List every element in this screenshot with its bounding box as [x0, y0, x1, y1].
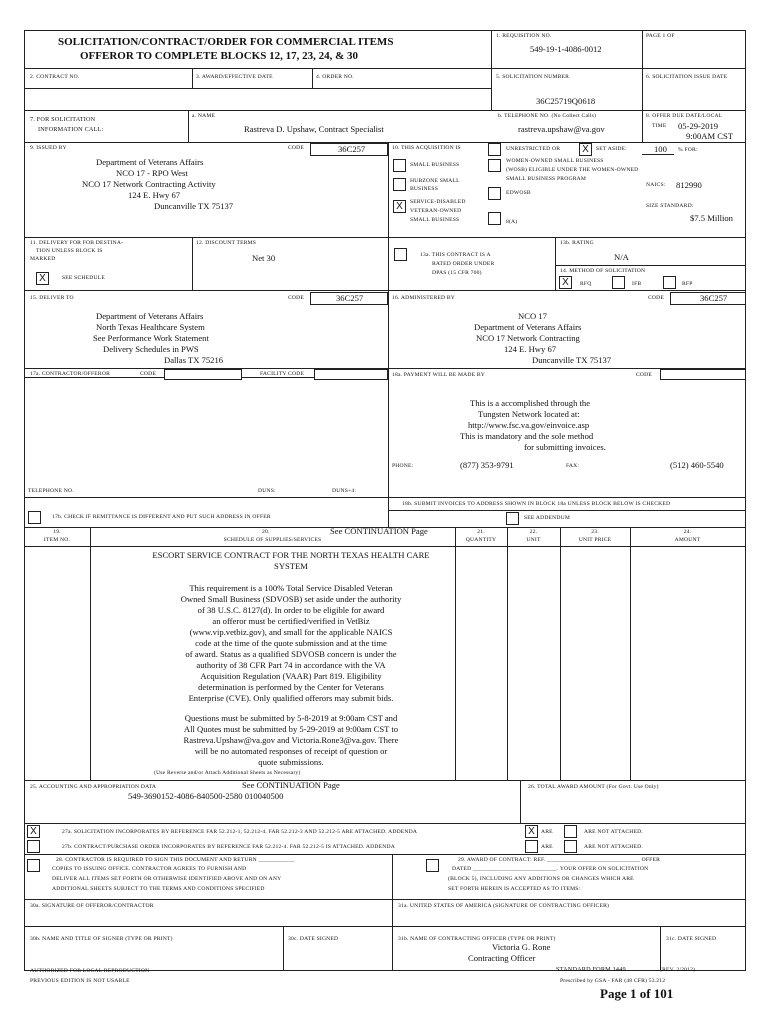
- see-schedule-checkbox[interactable]: X: [36, 272, 49, 285]
- divider: [24, 546, 746, 547]
- divider: [388, 142, 389, 377]
- issued-line5: Duncanville TX 75137: [154, 201, 234, 211]
- block28-line3: DELIVER ALL ITEMS SET FORTH OR OTHERWISE IDENTIFIED ABOVE AND ON ANY: [52, 876, 282, 882]
- accounting-value: 549-3690152-4086-840500-2580 010040500: [128, 791, 284, 801]
- percent-for-label: % FOR:: [678, 147, 698, 153]
- offer-due-time: 9:00AM CST: [686, 131, 734, 141]
- facility-code-label: FACILITY CODE: [260, 371, 305, 377]
- order-no-label: 4. ORDER NO.: [316, 74, 354, 80]
- schedule-title-2: SYSTEM: [274, 561, 308, 571]
- col21-label: QUANTITY: [465, 537, 497, 543]
- divider: [660, 926, 661, 970]
- accounting-continuation: See CONTINUATION Page: [242, 780, 340, 790]
- admin-line2: Department of Veterans Affairs: [474, 322, 582, 332]
- col23-label: UNIT PRICE: [578, 537, 612, 543]
- form-title-line2: OFFEROR TO COMPLETE BLOCKS 12, 17, 23, 24, & 30: [80, 50, 358, 62]
- schedule-para1-line9: Acquisition Regulation (VAAR) Part 819. Eligibility: [200, 671, 382, 681]
- 8a-label: 8(A): [506, 219, 518, 225]
- rfq-checkbox[interactable]: X: [559, 276, 572, 289]
- naics-value: 812990: [676, 180, 702, 190]
- form-left-border: [24, 30, 25, 927]
- delivery-label-2: TION UNLESS BLOCK IS: [36, 248, 103, 254]
- payment-line2: Tungsten Network located at:: [478, 409, 580, 419]
- ifb-checkbox[interactable]: [612, 276, 625, 289]
- schedule-para1-line6: code at the time of the quote submission and at the time: [195, 638, 387, 648]
- acquisition-label: 10. THIS ACQUISITION IS: [392, 145, 461, 151]
- payment-fax-label: FAX:: [566, 463, 580, 469]
- deliver-line3: See Performance Work Statement: [93, 333, 209, 343]
- wosb-checkbox[interactable]: [488, 159, 501, 172]
- deliver-line4: Delivery Schedules in PWS: [103, 344, 199, 354]
- schedule-para1-line3: of 38 U.S.C. 8127(d). In order to be eligible for award: [197, 605, 385, 615]
- schedule-para1-line1: This requirement is a 100% Total Service Disabled Veteran: [189, 583, 393, 593]
- divider: [388, 368, 389, 527]
- rating-value: N/A: [614, 252, 629, 262]
- 27a-are-not-label: ARE NOT ATTACHED.: [584, 829, 643, 835]
- form-top-border: [24, 30, 746, 31]
- divider: [24, 497, 746, 498]
- unrestricted-checkbox[interactable]: [488, 143, 501, 156]
- prescribed-by: Prescribed by GSA - FAR (48 CFR) 53.212: [560, 978, 666, 984]
- deliver-line1: Department of Veterans Affairs: [96, 311, 204, 321]
- divider: [90, 527, 91, 780]
- deliver-code-value: 36C257: [336, 293, 364, 303]
- rating-label: 13b. RATING: [560, 240, 594, 246]
- officer-title: Contracting Officer: [468, 953, 536, 963]
- delivery-label-3: MARKED: [30, 256, 56, 262]
- col19-number: 19.: [53, 529, 61, 535]
- signature-31a-label: 31a. UNITED STATES OF AMERICA (SIGNATURE OF CONTRACTING OFFICER): [398, 903, 610, 909]
- form-revision: (REV. 2/2012): [660, 967, 696, 973]
- payment-label: 18a. PAYMENT WILL BE MADE BY: [392, 372, 486, 378]
- total-award-label: 26. TOTAL AWARD AMOUNT (For Govt. Use Only): [528, 784, 659, 790]
- divider: [24, 780, 746, 781]
- see-schedule-label: SEE SCHEDULE: [62, 275, 105, 281]
- col21-number: 21.: [477, 529, 485, 535]
- info-call-label-1: 7. FOR SOLICITATION: [30, 116, 96, 123]
- block28-checkbox[interactable]: [27, 859, 40, 872]
- block28-line4: ADDITIONAL SHEETS SUBJECT TO THE TERMS AND CONDITIONS SPECIFIED: [52, 886, 265, 892]
- see-addendum-checkbox[interactable]: [506, 512, 519, 525]
- divider: [188, 110, 189, 142]
- offer-due-label: 8. OFFER DUE DATE/LOCAL: [646, 113, 723, 119]
- page-count-label: PAGE 1 OF: [646, 33, 675, 39]
- col20-label: SCHEDULE OF SUPPLIES/SERVICES: [223, 537, 322, 543]
- col22-number: 22.: [529, 529, 538, 535]
- size-standard-label: SIZE STANDARD:: [646, 203, 694, 209]
- issued-code-label: CODE: [288, 145, 305, 151]
- issued-line2: NCO 17 - RPO West: [116, 168, 188, 178]
- wosb-label-1: WOMEN-OWNED SMALL BUSINESS: [506, 158, 604, 164]
- schedule-para2-line1: Questions must be submitted by 5-8-2019 at 9:00am CST and: [184, 713, 398, 723]
- officer-name: Victoria G. Rone: [492, 942, 551, 952]
- 8a-checkbox[interactable]: [488, 212, 501, 225]
- divider: [24, 899, 746, 900]
- administered-label: 16. ADMINISTERED BY: [392, 295, 456, 301]
- unrestricted-label: UNRESTRICTED OR: [506, 146, 561, 152]
- duns4-label: DUNS+4:: [332, 488, 357, 494]
- divider: [392, 854, 393, 927]
- signer-name-label: 30b. NAME AND TITLE OF SIGNER (TYPE OR PRINT): [30, 936, 173, 942]
- hubzone-checkbox[interactable]: [393, 178, 406, 191]
- clause-27b-text: 27b. CONTRACT/PURCHASE ORDER INCORPORATES BY REFERENCE FAR 52.212-4. FAR 52.212-5 IS ATTACHED. ADDENDA: [62, 844, 395, 850]
- divider: [560, 527, 561, 780]
- admin-code-label: CODE: [648, 295, 665, 301]
- block29-line3: (BLOCK 5), INCLUDING ANY ADDITIONS OR CHANGES WHICH ARE: [448, 876, 634, 882]
- solicitation-no-label: 5. SOLICITATION NUMBER: [496, 74, 570, 80]
- schedule-para1-line4: an offeror must be certified/verified in VetBiz: [212, 616, 370, 626]
- rated-label-1: 13a. THIS CONTRACT IS A: [420, 252, 491, 258]
- submit-invoices-label: 18b. SUBMIT INVOICES TO ADDRESS SHOWN IN BLOCK 18a UNLESS BLOCK BELOW IS CHECKED: [402, 501, 671, 507]
- discount-value: Net 30: [252, 253, 276, 263]
- wosb-label-3: SMALL BUSINESS PROGRAM: [506, 176, 587, 182]
- standard-form-label: STANDARD FORM 1449: [556, 966, 626, 973]
- clause-27a-checkbox[interactable]: X: [27, 825, 40, 838]
- payment-phone-label: PHONE:: [392, 463, 414, 469]
- schedule-title-1: ESCORT SERVICE CONTRACT FOR THE NORTH TEXAS HEALTH CARE: [152, 550, 430, 560]
- divider: [283, 926, 284, 970]
- edwosb-label: EDWOSB: [506, 190, 531, 196]
- issued-line4: 124 E. Hwy 67: [128, 190, 181, 200]
- delivery-label-1: 11. DELIVERY FOR FOB DESTINA-: [30, 240, 124, 246]
- page-number: Page 1 of 101: [600, 986, 674, 1001]
- remittance-label: 17b. CHECK IF REMITTANCE IS DIFFERENT AND PUT SUCH ADDRESS IN OFFER: [52, 514, 271, 520]
- col23-number: 23.: [591, 529, 599, 535]
- schedule-para1-line10: determination is performed by the Center for Veterans: [198, 682, 384, 692]
- schedule-para2-line5: quote submissions.: [258, 757, 324, 767]
- set-aside-percent: 100: [654, 144, 667, 154]
- award-date-label: 3. AWARD/EFFECTIVE DATE: [196, 74, 273, 80]
- 27b-are-not-label: ARE NOT ATTACHED.: [584, 844, 643, 850]
- divider: [24, 110, 746, 111]
- schedule-para1-line8: authority of 38 CFR Part 74 in accordance with the VA: [196, 660, 386, 670]
- divider: [642, 30, 643, 142]
- sdvosb-checkbox[interactable]: X: [393, 200, 406, 213]
- schedule-para1-line7: of award. Status as a qualified SDVOSB concern is under the: [185, 649, 397, 659]
- phone-label: b. TELEPHONE NO. (No Collect Calls): [498, 113, 597, 119]
- divider: [745, 926, 746, 970]
- method-label: 14. METHOD OF SOLICITATION: [560, 268, 646, 274]
- signature-30a-label: 30a. SIGNATURE OF OFFEROR/CONTRACTOR: [30, 903, 154, 909]
- col24-label: AMOUNT: [674, 537, 701, 543]
- divider: [642, 154, 674, 155]
- footer-left1: AUTHORIZED FOR LOCAL REPRODUCTION: [30, 968, 150, 974]
- discount-label: 12. DISCOUNT TERMS: [196, 240, 257, 246]
- schedule-para2-line2: All Quotes must be submitted by 5-29-2019 at 9:00am CST to: [183, 724, 399, 734]
- name-value: Rastreva D. Upshaw, Contract Specialist: [244, 124, 384, 134]
- solicitation-no-value: 36C25719Q0618: [536, 96, 596, 106]
- divider: [555, 237, 556, 290]
- issued-code-value: 36C257: [338, 144, 366, 154]
- requisition-no-value: 549-19-1-4086-0012: [530, 44, 602, 54]
- block28-line1: 28. CONTRACTOR IS REQUIRED TO SIGN THIS DOCUMENT AND RETURN ____________: [56, 857, 295, 863]
- info-call-label-2: INFORMATION CALL:: [38, 126, 104, 133]
- col20-continuation: See CONTINUATION Page: [330, 526, 428, 536]
- payment-line5: for submitting invoices.: [524, 442, 606, 452]
- deliver-code-label: CODE: [288, 295, 305, 301]
- divider: [24, 88, 491, 89]
- duns-label: DUNS:: [258, 488, 276, 494]
- 27a-are-label: ARE: [541, 829, 553, 835]
- set-aside-label: SET ASIDE:: [596, 146, 627, 152]
- col24-number: 24.: [683, 529, 692, 535]
- schedule-para1-line5: (www.vip.vetbiz.gov), and small for the applicable NAICS: [189, 627, 393, 637]
- divider: [555, 265, 746, 266]
- block28-line2: COPIES TO ISSUING OFFICE. CONTRACTOR AGREES TO FURNISH AND: [52, 866, 247, 872]
- payment-line1: This is a accomplished through the: [470, 398, 591, 408]
- schedule-para1-line11: Enterprise (CVE). Only qualified offerors may submit bids.: [188, 693, 394, 703]
- deliver-line2: North Texas Healthcare System: [96, 322, 205, 332]
- block29-line4: SET FORTH HEREIN IS ACCEPTED AS TO ITEMS:: [448, 886, 581, 892]
- divider: [388, 510, 746, 511]
- col20-number: 20.: [262, 529, 270, 535]
- 27b-are-checkbox[interactable]: [525, 840, 538, 853]
- sdvosb-label-1: SERVICE-DISABLED: [410, 199, 466, 205]
- divider: [24, 823, 746, 824]
- rfp-label: RFP: [682, 281, 693, 287]
- date-signed-30c-label: 30c. DATE SIGNED: [288, 936, 339, 942]
- 27a-are-checkbox[interactable]: X: [525, 825, 538, 838]
- hubzone-label-1: HUBZONE SMALL: [410, 178, 460, 184]
- deliver-to-label: 15. DELIVER TO: [30, 295, 74, 301]
- deliver-line5: Dallas TX 75216: [164, 355, 224, 365]
- contractor-label: 17a. CONTRACTOR/OFFEROR: [30, 371, 111, 377]
- divider: [192, 68, 193, 88]
- time-label: TIME: [652, 123, 667, 129]
- size-standard-value: $7.5 Million: [690, 213, 733, 223]
- date-signed-31c-label: 31c. DATE SIGNED: [666, 936, 717, 942]
- schedule-para2-line3: Rastreva.Upshaw@va.gov and Victoria.Rone3@va.gov. There: [183, 735, 399, 745]
- admin-code-value: 36C257: [700, 293, 728, 303]
- sdvosb-label-2: VETERAN-OWNED: [410, 208, 462, 214]
- payment-phone-value: (877) 353-9791: [460, 460, 514, 470]
- rfp-checkbox[interactable]: [663, 276, 676, 289]
- issued-line1: Department of Veterans Affairs: [96, 157, 204, 167]
- issued-by-label: 9. ISSUED BY: [30, 145, 67, 151]
- rated-order-checkbox[interactable]: [394, 248, 407, 261]
- payment-code-input[interactable]: [660, 369, 746, 380]
- officer-name-label: 31b. NAME OF CONTRACTING OFFICER (TYPE OR PRINT): [398, 936, 556, 942]
- divider: [630, 527, 631, 780]
- divider: [312, 68, 313, 88]
- divider: [392, 926, 393, 970]
- ifb-label: IFB: [632, 281, 642, 287]
- issue-date-label: 6. SOLICITATION ISSUE DATE: [646, 74, 728, 80]
- form-bottom-border: [24, 926, 746, 927]
- contract-no-label: 2. CONTRACT NO.: [30, 74, 80, 80]
- hubzone-label-2: BUSINESS: [410, 186, 439, 192]
- 27b-are-label: ARE: [541, 844, 553, 850]
- small-business-checkbox[interactable]: [393, 159, 406, 172]
- block29-line1: 29. AWARD OF CONTRACT: REF. _______________________________ OFFER: [458, 857, 661, 863]
- rated-label-3: DPAS (15 CFR 700): [432, 270, 482, 276]
- schedule-para2-line4: will be no automated responses of receipt of question or: [194, 746, 388, 756]
- divider: [507, 527, 508, 780]
- rfq-label: RFQ: [580, 281, 592, 287]
- reverse-note: (Use Reverse and/or Attach Additional Sheets as Necessary): [154, 770, 301, 776]
- admin-line5: Duncanville TX 75137: [532, 355, 612, 365]
- col22-label: UNIT: [526, 537, 541, 543]
- divider: [24, 926, 25, 970]
- issued-line3: NCO 17 Network Contracting Activity: [82, 179, 216, 189]
- admin-line4: 124 E. Hwy 67: [504, 344, 557, 354]
- block29-line2: DATED ____________________________. YOUR OFFER ON SOLICITATION: [452, 866, 649, 872]
- payment-fax-value: (512) 460-5540: [670, 460, 724, 470]
- accounting-label: 25. ACCOUNTING AND APPROPRIATION DATA: [30, 784, 157, 790]
- contractor-code-input[interactable]: [164, 369, 242, 380]
- offer-due-date: 05-29-2019: [678, 121, 719, 131]
- payment-line4: This is mandatory and the sole method: [460, 431, 594, 441]
- schedule-para1-line2: Owned Small Business (SDVOSB) set aside under the authority: [180, 594, 402, 604]
- divider: [24, 237, 746, 238]
- small-business-label: SMALL BUSINESS: [410, 162, 460, 168]
- col19-label: ITEM NO.: [43, 537, 71, 543]
- divider: [24, 68, 746, 69]
- block29-checkbox[interactable]: [426, 859, 439, 872]
- divider: [520, 780, 521, 823]
- contact-email: rastreva.upshaw@va.gov: [518, 124, 605, 134]
- requisition-no-label: 1. REQUISITION NO.: [496, 33, 552, 39]
- wosb-label-2: (WOSB) ELIGIBLE UNDER THE WOMEN-OWNED: [506, 167, 639, 173]
- contractor-code-label: CODE: [140, 371, 157, 377]
- clause-27a-text: 27a. SOLICITATION INCORPORATES BY REFERENCE FAR 52.212-1, 52.212-4. FAR 52.212-3 AND 52.212-5 ARE ATTACHED. ADDENDA: [62, 829, 418, 835]
- admin-line3: NCO 17 Network Contracting: [476, 333, 580, 343]
- edwosb-checkbox[interactable]: [488, 187, 501, 200]
- sdvosb-label-3: SMALL BUSINESS: [410, 217, 460, 223]
- see-addendum-label: SEE ADDENDUM: [524, 515, 571, 521]
- set-aside-checkbox[interactable]: X: [579, 143, 592, 156]
- payment-code-label: CODE: [636, 372, 653, 378]
- facility-code-input[interactable]: [314, 369, 388, 380]
- footer-left2: PREVIOUS EDITION IS NOT USABLE: [30, 978, 130, 984]
- remittance-checkbox[interactable]: [28, 511, 41, 524]
- payment-url[interactable]: http://www.fsc.va.gov/einvoice.asp: [468, 420, 590, 430]
- 27a-are-not-checkbox[interactable]: [564, 825, 577, 838]
- divider: [24, 290, 746, 291]
- form-title-line1: SOLICITATION/CONTRACT/ORDER FOR COMMERCIAL ITEMS: [58, 36, 394, 48]
- admin-line1: NCO 17: [518, 311, 547, 321]
- form-right-border: [745, 30, 746, 927]
- rated-label-2: RATED ORDER UNDER: [432, 261, 495, 267]
- telephone-label: TELEPHONE NO.: [28, 488, 74, 494]
- name-label: a. NAME: [192, 113, 216, 119]
- divider: [491, 30, 492, 110]
- 27b-are-not-checkbox[interactable]: [564, 840, 577, 853]
- naics-label: NAICS:: [646, 182, 666, 188]
- divider: [192, 237, 193, 290]
- clause-27b-checkbox[interactable]: [27, 840, 40, 853]
- divider: [24, 854, 746, 855]
